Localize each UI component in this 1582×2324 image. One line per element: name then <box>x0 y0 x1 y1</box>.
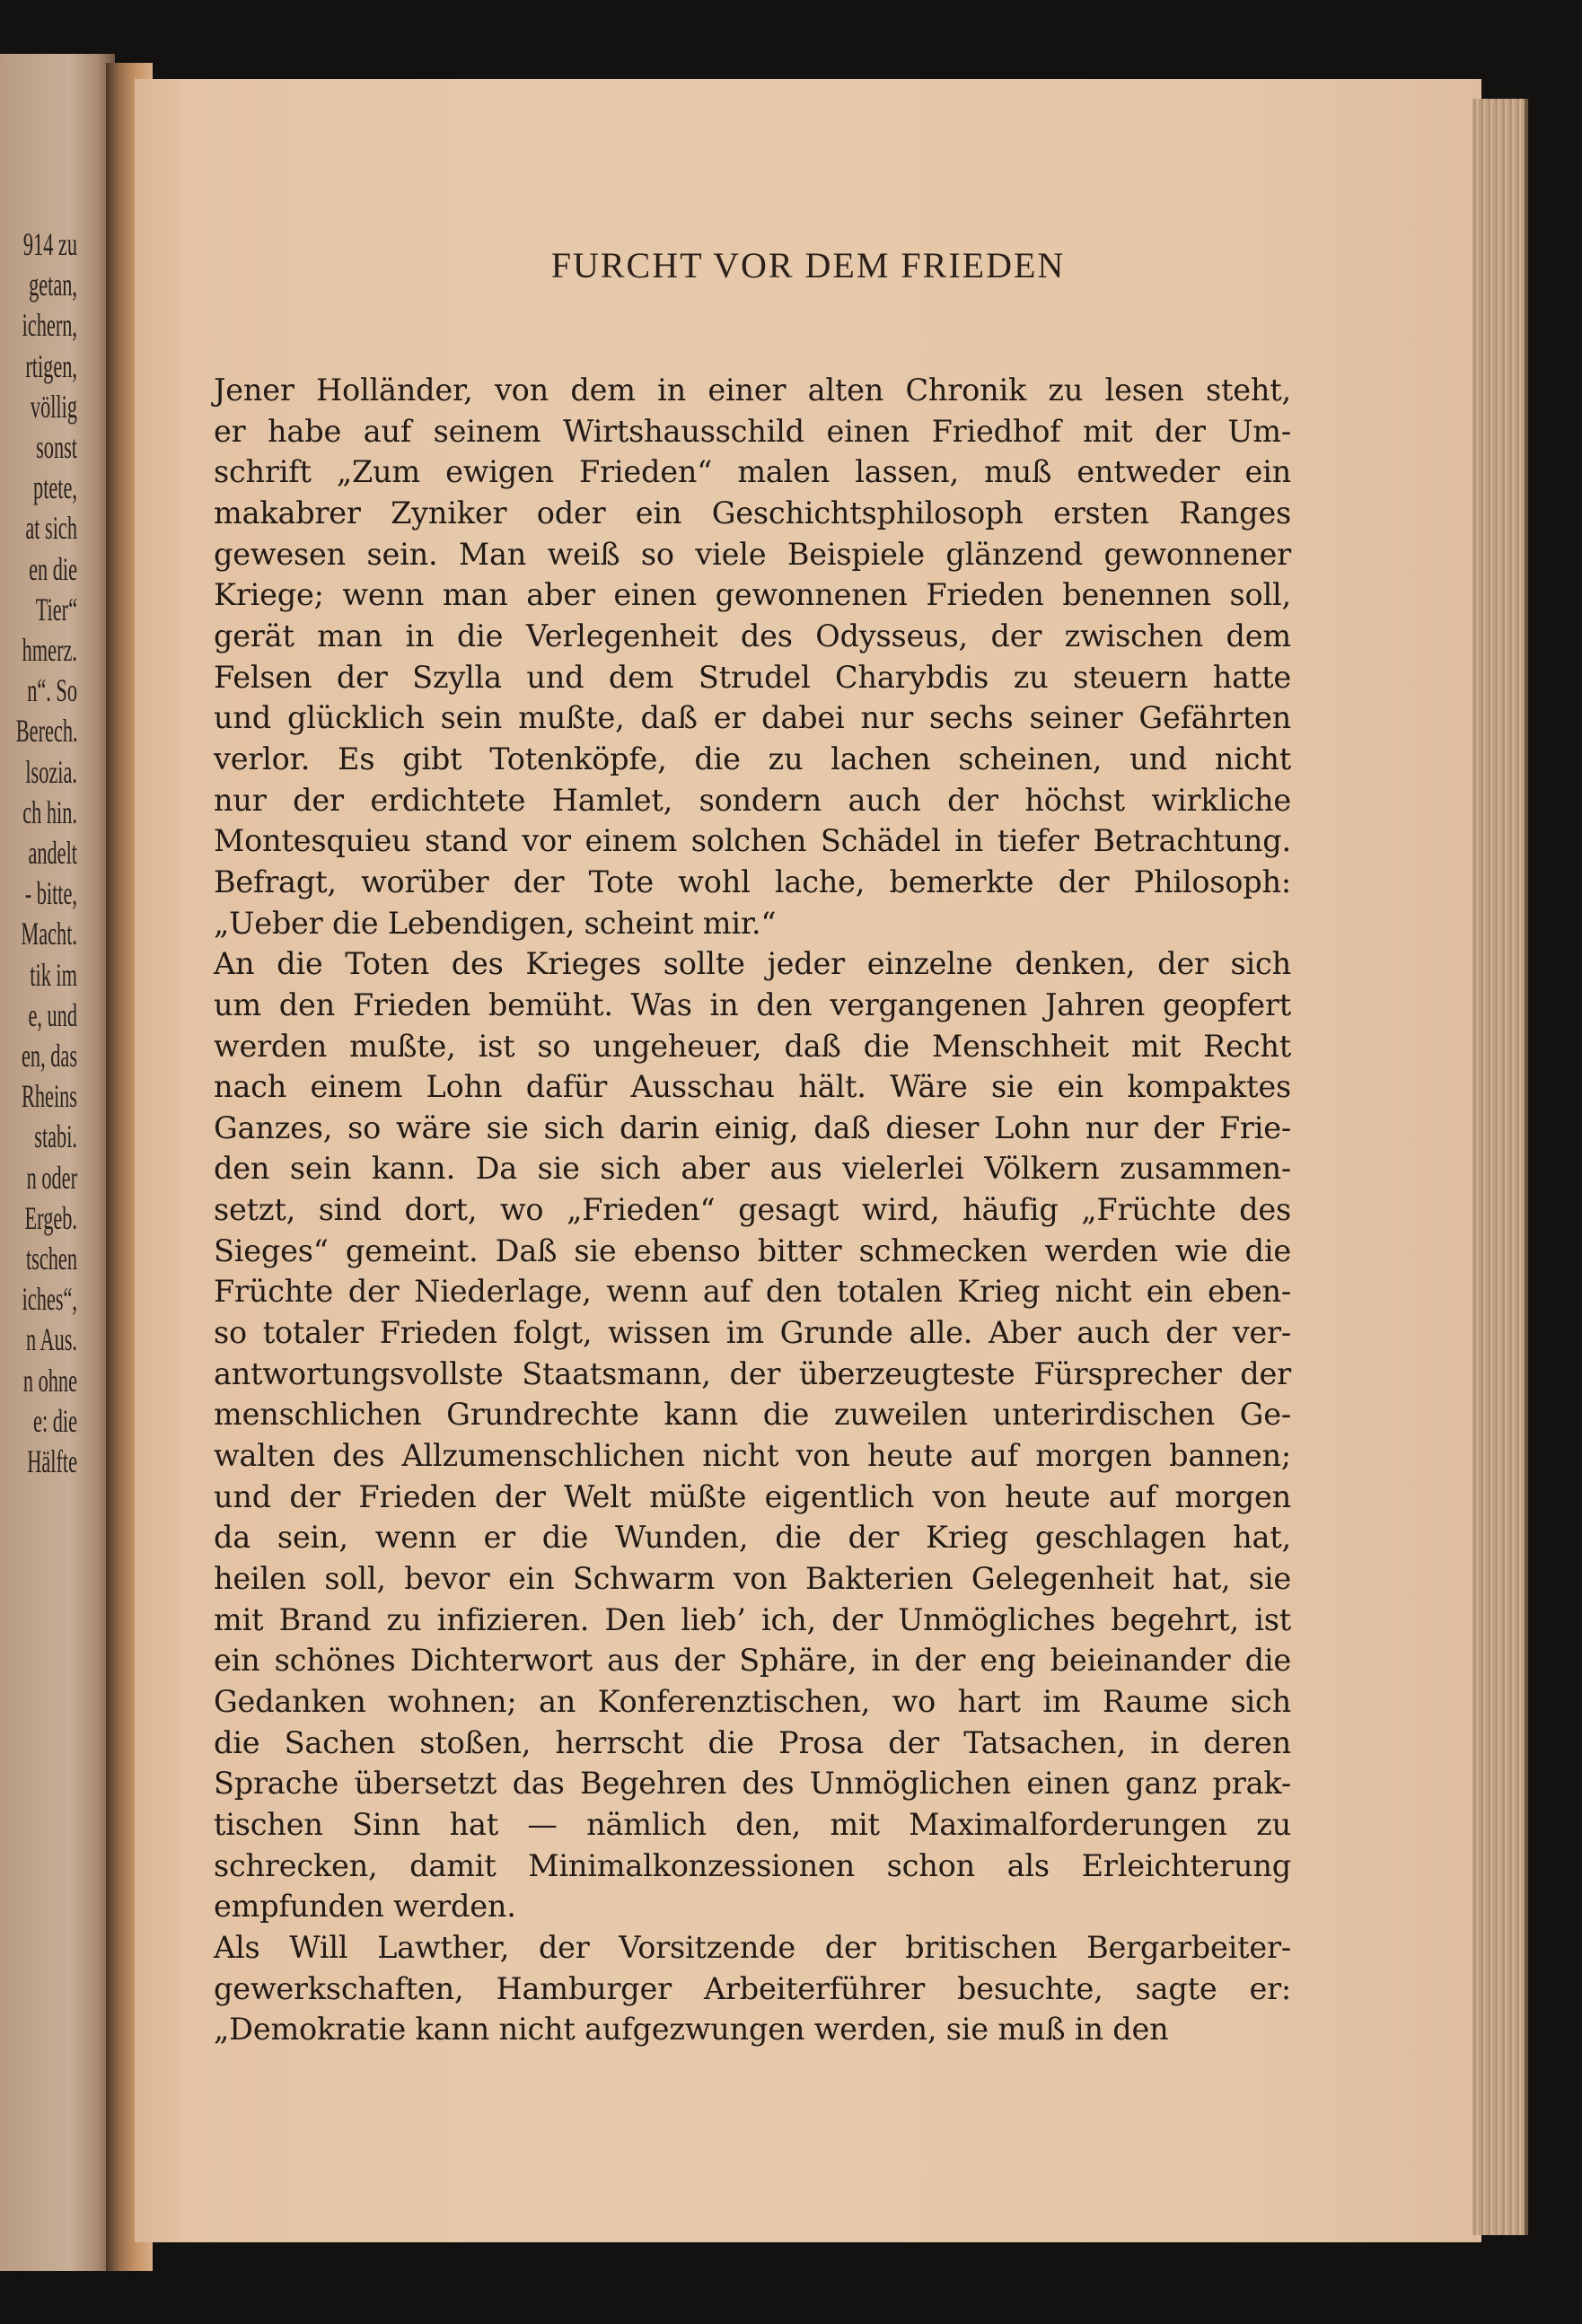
text-line: nur der erdichtete Hamlet, sondern auch der höchst wirkliche <box>214 782 1291 818</box>
text-line: die Sachen stoßen, herrscht die Prosa der Tatsachen, in deren <box>214 1724 1291 1760</box>
left-page-fragment: 914 zu <box>22 226 77 262</box>
text-line: gewerkschaften, Hamburger Arbeiterführer besuchte, sagte er: <box>214 1970 1291 2006</box>
left-page-fragment: n oder <box>26 1159 77 1196</box>
text-line: ein schönes Dichterwort aus der Sphäre, in der eng beieinander die <box>214 1643 1291 1679</box>
left-page-fragment: en die <box>29 550 77 587</box>
text-line: Sieges“ gemeint. Daß sie ebenso bitter schmecken werden wie die <box>214 1232 1291 1268</box>
left-page-fragment: Macht. <box>21 916 78 952</box>
text-line: und glücklich sein mußte, daß er dabei nur sechs seiner Gefährten <box>214 700 1291 736</box>
left-page-fragment: Tier“ <box>35 591 77 627</box>
left-page-fragment: rtigen, <box>25 347 77 384</box>
left-page-fragment: lsozia. <box>25 753 77 790</box>
text-line: Gedanken wohnen; an Konferenztischen, wo hart im Raume sich <box>214 1684 1291 1719</box>
left-page-fragment: getan, <box>29 267 77 303</box>
left-page-fragment: andelt <box>28 835 77 872</box>
left-page-fragment: Rheins <box>21 1078 77 1115</box>
left-page-fragment: stabi. <box>34 1118 77 1155</box>
left-page-fragment: en, das <box>22 1038 77 1074</box>
left-page-fragment: at sich <box>25 510 77 547</box>
text-line: verlor. Es gibt Totenköpfe, die zu lachen scheinen, und nicht <box>214 741 1291 776</box>
left-page-fragment: ptete, <box>33 469 77 506</box>
text-line: heilen soll, bevor ein Schwarm von Bakterien Gelegenheit hat, sie <box>214 1561 1291 1597</box>
page-body-text <box>214 370 1291 2050</box>
chapter-title: FURCHT VOR DEM FRIEDEN <box>550 245 1066 285</box>
left-page-fragment: völlig <box>30 388 77 425</box>
left-page-fragment: n“. So <box>27 672 77 709</box>
text-line: Früchte der Niederlage, wenn auf den totalen Krieg nicht ein eben- <box>214 1274 1291 1310</box>
text-line: so totaler Frieden folgt, wissen im Grunde alle. Aber auch der ver- <box>214 1315 1291 1351</box>
text-line: setzt, sind dort, wo „Frieden“ gesagt wird, häufig „Früchte des <box>214 1192 1291 1228</box>
text-line: gerät man in die Verlegenheit des Odysseus, der zwischen dem <box>214 618 1291 653</box>
left-page-fragment: tschen <box>25 1241 77 1277</box>
left-page-fragment: Berech. <box>15 713 78 750</box>
text-line: Als Will Lawther, der Vorsitzende der britischen Bergarbeiter- <box>214 1929 1291 1965</box>
text-line: den sein kann. Da sie sich aber aus vielerlei Völkern zusammen- <box>214 1151 1291 1187</box>
left-page-fragment: Ergeb. <box>24 1199 77 1236</box>
text-line: werden mußte, ist so ungeheuer, daß die Menschheit mit Recht <box>214 1028 1291 1064</box>
text-line: er habe auf seinem Wirtshausschild einen Friedhof mit der Um- <box>214 413 1291 449</box>
left-page-fragment: iches“, <box>22 1281 78 1318</box>
text-line: tischen Sinn hat — nämlich den, mit Maximalforderungen zu <box>214 1806 1291 1842</box>
left-page-fragment: hmerz. <box>22 632 78 669</box>
text-line: nach einem Lohn dafür Ausschau hält. Wäre sie ein kompaktes <box>214 1069 1291 1105</box>
text-line: „Demokratie kann nicht aufgezwungen werden, sie muß in den <box>214 2012 1169 2048</box>
text-line: makabrer Zyniker oder ein Geschichtsphilosoph ersten Ranges <box>214 495 1291 531</box>
text-line: Jener Holländer, von dem in einer alten Chronik zu lesen steht, <box>214 373 1291 408</box>
left-page-fragment: n Aus. <box>25 1321 77 1358</box>
text-line: „Ueber die Lebendigen, scheint mir.“ <box>214 905 777 941</box>
text-line: antwortungsvollste Staatsmann, der überzeugteste Fürsprecher der <box>214 1355 1291 1391</box>
left-page-fragment: tik im <box>30 956 77 993</box>
text-line: Befragt, worüber der Tote wohl lache, bemerkte der Philosoph: <box>214 864 1291 899</box>
left-page-fragment: Hälfte <box>27 1443 77 1480</box>
previous-page-edge <box>0 54 115 2271</box>
left-page-fragment: n ohne <box>22 1362 77 1399</box>
text-line: menschlichen Grundrechte kann die zuweilen unterirdischen Ge- <box>214 1397 1291 1433</box>
text-line: und der Frieden der Welt müßte eigentlich von heute auf morgen <box>214 1478 1291 1514</box>
text-line: mit Brand zu infizieren. Den lieb’ ich, der Unmögliches begehrt, ist <box>214 1601 1291 1637</box>
text-line: gewesen sein. Man weiß so viele Beispiele glänzend gewonnener <box>214 536 1291 572</box>
left-page-fragment: ichern, <box>22 307 78 344</box>
left-page-fragment: ch hin. <box>22 794 77 830</box>
text-line: schrift „Zum ewigen Frieden“ malen lassen, muß entweder ein <box>214 454 1291 490</box>
text-line: Montesquieu stand vor einem solchen Schädel in tiefer Betrachtung. <box>214 823 1291 859</box>
text-line: da sein, wenn er die Wunden, die der Krieg geschlagen hat, <box>214 1520 1291 1556</box>
text-line: walten des Allzumenschlichen nicht von heute auf morgen bannen; <box>214 1438 1291 1474</box>
left-page-fragment: sonst <box>36 429 77 466</box>
left-page-fragment: e, und <box>28 996 77 1033</box>
text-line: Kriege; wenn man aber einen gewonnenen Frieden benennen soll, <box>214 577 1291 613</box>
text-line: um den Frieden bemüht. Was in den vergangenen Jahren geopfert <box>214 987 1291 1022</box>
text-line: Felsen der Szylla und dem Strudel Charybdis zu steuern hatte <box>214 659 1291 695</box>
text-line: An die Toten des Krieges sollte jeder einzelne denken, der sich <box>214 946 1291 982</box>
text-line: schrecken, damit Minimalkonzessionen schon als Erleichterung <box>214 1847 1291 1883</box>
left-page-fragment: - bitte, <box>24 875 77 912</box>
text-line: Ganzes, so wäre sie sich darin einig, daß dieser Lohn nur der Frie- <box>214 1109 1291 1145</box>
text-line: Sprache übersetzt das Begehren des Unmöglichen einen ganz prak- <box>214 1766 1291 1802</box>
text-line: empfunden werden. <box>214 1889 516 1925</box>
left-page-fragment: e: die <box>33 1402 77 1439</box>
page-edges-stack <box>1472 99 1528 2235</box>
previous-page-text-fragments <box>16 224 77 1482</box>
